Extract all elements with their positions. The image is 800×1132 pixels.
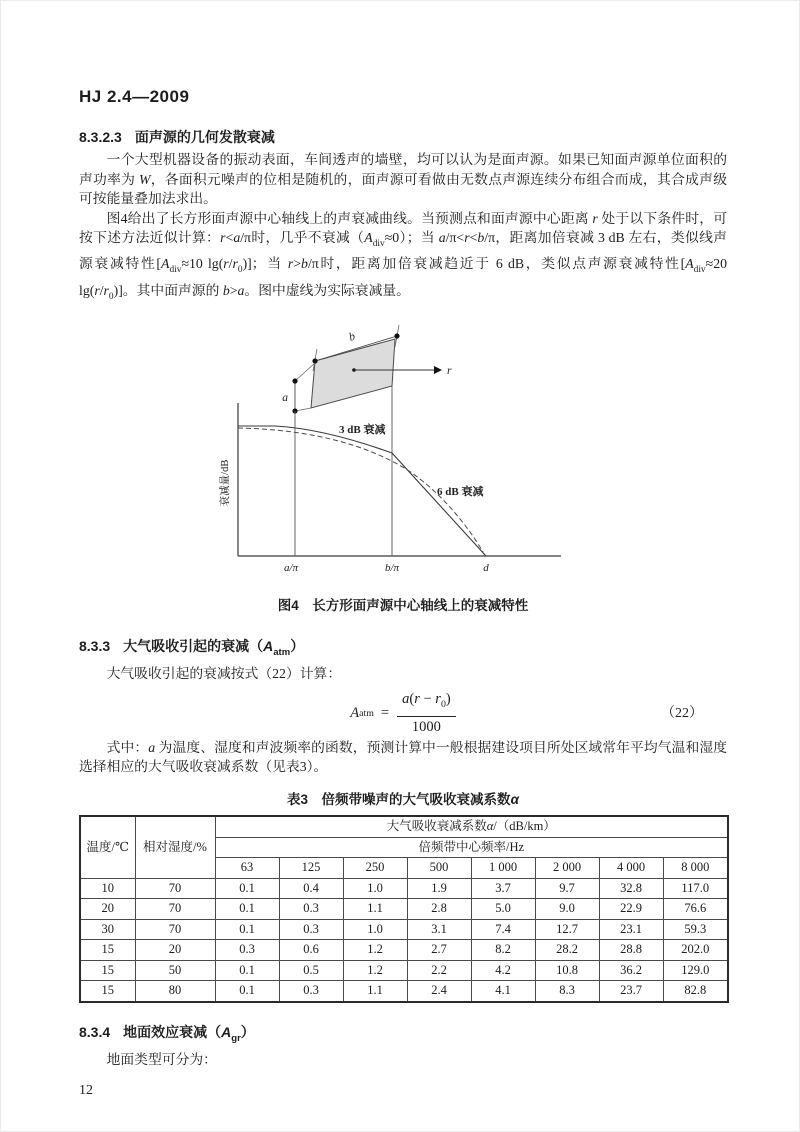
section-title: 地面效应衰减$(A_{gr})$ [123, 1023, 255, 1044]
fraction-numerator: $a(r - r_0)$ [397, 690, 456, 717]
cell-value: 3.7 [471, 878, 535, 899]
cell-value: 3.1 [407, 919, 471, 940]
cell-humidity: 70 [135, 878, 215, 899]
freq-header: 125 [279, 858, 343, 879]
para-area-source-intro: 一个大型机器设备的振动表面，车间透声的墙壁，均可以认为是面声源。如果已知面声源单位面积的声功率为 W，各面积元噪声的位相是随机的，面声源可看做由无数点声源连续分布组合而成，其合成声级可按能量叠加法求出。 [79, 152, 728, 206]
cell-value: 0.1 [215, 960, 279, 981]
cell-value: 22.9 [599, 899, 663, 920]
cell-value: 129.0 [663, 960, 728, 981]
freq-header: 63 [215, 858, 279, 879]
cell-value: 2.8 [407, 899, 471, 920]
formula-note: 式中：a 为温度、湿度和声波频率的函数，预测计算中一般根据建设项目所处区域常年平均气温和湿度选择相应的大气吸收衰减系数（见表3）。 [79, 739, 728, 775]
attenuation-graph [218, 386, 561, 574]
section-title: 面声源的几何发散衰减 [134, 128, 275, 145]
cell-temp: 10 [80, 878, 135, 899]
cell-value: 23.1 [599, 919, 663, 940]
cell-value: 0.3 [215, 940, 279, 961]
freq-header: 500 [407, 858, 471, 879]
cell-value: 36.2 [599, 960, 663, 981]
cell-value: 0.1 [215, 899, 279, 920]
cell-value: 4.2 [471, 960, 535, 981]
cell-value: 1.1 [343, 899, 407, 920]
cell-value: 76.6 [663, 899, 728, 920]
formula-intro: 大气吸收引起的衰减按式（22）计算： [106, 666, 342, 682]
table-row [80, 981, 728, 1002]
col-header-temperature: 温度/℃ [80, 816, 135, 878]
freq-header: 2 000 [535, 858, 599, 879]
formula-lhs: A atm [350, 704, 374, 721]
figure-4 [211, 323, 727, 591]
col-header-coefficient: 大气吸收衰减系数α/（dB/km） [215, 816, 728, 837]
cell-value: 1.2 [343, 940, 407, 961]
page-number: 12 [79, 1083, 93, 1099]
cell-value: 202.0 [663, 940, 728, 961]
cell-value: 0.5 [279, 960, 343, 981]
figure4-diagram [211, 323, 571, 585]
table-3 [79, 815, 729, 1003]
section-8-3-2-3-heading [79, 128, 727, 148]
cell-value: 0.1 [215, 878, 279, 899]
cell-value: 0.3 [279, 919, 343, 940]
cell-value: 9.0 [535, 899, 599, 920]
cell-value: 1.0 [343, 878, 407, 899]
y-axis-label: 衰减量/dB [220, 459, 231, 507]
cell-humidity: 70 [135, 919, 215, 940]
cell-value: 2.2 [407, 960, 471, 981]
cell-value: 2.4 [407, 981, 471, 1002]
cell-value: 0.4 [279, 878, 343, 899]
cell-value: 0.6 [279, 940, 343, 961]
xtick-d: d [483, 561, 489, 574]
section-number: 8.3.4 [79, 1023, 111, 1040]
cell-value: 32.8 [599, 878, 663, 899]
plane-label-r: r [447, 364, 452, 377]
formula-fraction [397, 690, 456, 738]
cell-temp: 20 [80, 899, 135, 920]
area-source-plane [282, 325, 452, 414]
freq-header: 4 000 [599, 858, 663, 879]
cell-value: 1.9 [407, 878, 471, 899]
section-8-3-3-heading [79, 637, 727, 662]
table-row [80, 878, 728, 899]
cell-value: 1.1 [343, 981, 407, 1002]
cell-value: 82.8 [663, 981, 728, 1002]
equation-number: （22） [661, 705, 703, 721]
table-row [80, 960, 728, 981]
fraction-denominator: 1000 [411, 718, 441, 735]
cell-value: 7.4 [471, 919, 535, 940]
doc-code: HJ 2.4—2009 [79, 87, 190, 106]
table-row [80, 940, 728, 961]
cell-value: 0.3 [279, 899, 343, 920]
cell-temp: 30 [80, 919, 135, 940]
figure-4-caption: 图4 长方形面声源中心轴线上的衰减特性 [277, 598, 529, 614]
cell-value: 117.0 [663, 878, 728, 899]
cell-value: 28.8 [599, 940, 663, 961]
table-row [80, 899, 728, 920]
cell-value: 1.0 [343, 919, 407, 940]
plane-label-a: a [282, 391, 288, 404]
freq-header: 8 000 [663, 858, 728, 879]
equals-sign: = [380, 704, 390, 721]
para-area-source-attenuation: 图4给出了长方形面声源中心轴线上的声衰减曲线。当预测点和面声源中心距离 r 处于以下条件时，可按下述方法近似计算：r<a/π时，几乎不衰减$(A_{div}\approx 0)$；当 a/π<r<b/π，距离加倍衰减 3 dB 左右，类似线声源衰减特性[$A_{div}\approx 10$ $\lg(r/r_0)$]；当 r>b/π时，距离加倍衰减趋近于 6 dB，类似点声源衰减特性[$A_{div}\approx 20$ $\lg(r/r_0)$]。其中面声源的 b>a。图中虚线为实际衰减量。 [79, 210, 727, 302]
cell-value: 59.3 [663, 919, 728, 940]
cell-value: 0.1 [215, 919, 279, 940]
cell-value: 0.1 [215, 981, 279, 1002]
plane-label-b: b [347, 330, 357, 344]
label-3db: 3 dB 衰减 [339, 423, 386, 436]
cell-value: 0.3 [279, 981, 343, 1002]
cell-humidity: 70 [135, 899, 215, 920]
section-title: 大气吸收引起的衰减$(A_{atm})$ [123, 637, 305, 658]
cell-value: 28.2 [535, 940, 599, 961]
table-row [80, 919, 728, 940]
cell-value: 8.2 [471, 940, 535, 961]
cell-value: 12.7 [535, 919, 599, 940]
xtick-a-pi: a/π [283, 561, 299, 574]
freq-header: 1 000 [471, 858, 535, 879]
table-3-title: 表3 倍频带噪声的大气吸收衰减系数α [287, 791, 519, 807]
cell-value: 5.0 [471, 899, 535, 920]
cell-value: 2.7 [407, 940, 471, 961]
table-header-row-1 [80, 816, 728, 837]
cell-humidity: 80 [135, 981, 215, 1002]
cell-value: 4.1 [471, 981, 535, 1002]
cell-temp: 15 [80, 960, 135, 981]
cell-humidity: 20 [135, 940, 215, 961]
section-8-3-4-heading [79, 1023, 727, 1048]
cell-value: 1.2 [343, 960, 407, 981]
section-number: 8.3.3 [79, 637, 111, 654]
section-number: 8.3.2.3 [79, 128, 122, 145]
col-header-frequency: 倍频带中心频率/Hz [215, 837, 728, 858]
cell-value: 10.8 [535, 960, 599, 981]
formula-22 [79, 690, 727, 738]
cell-humidity: 50 [135, 960, 215, 981]
cell-temp: 15 [80, 981, 135, 1002]
label-6db: 6 dB 衰减 [437, 485, 484, 498]
xtick-b-pi: b/π [384, 561, 400, 574]
cell-value: 8.3 [535, 981, 599, 1002]
freq-header: 250 [343, 858, 407, 879]
cell-value: 23.7 [599, 981, 663, 1002]
ground-type-line: 地面类型可分为： [106, 1051, 217, 1067]
col-header-humidity: 相对湿度/% [135, 816, 215, 878]
cell-value: 9.7 [535, 878, 599, 899]
cell-temp: 15 [80, 940, 135, 961]
